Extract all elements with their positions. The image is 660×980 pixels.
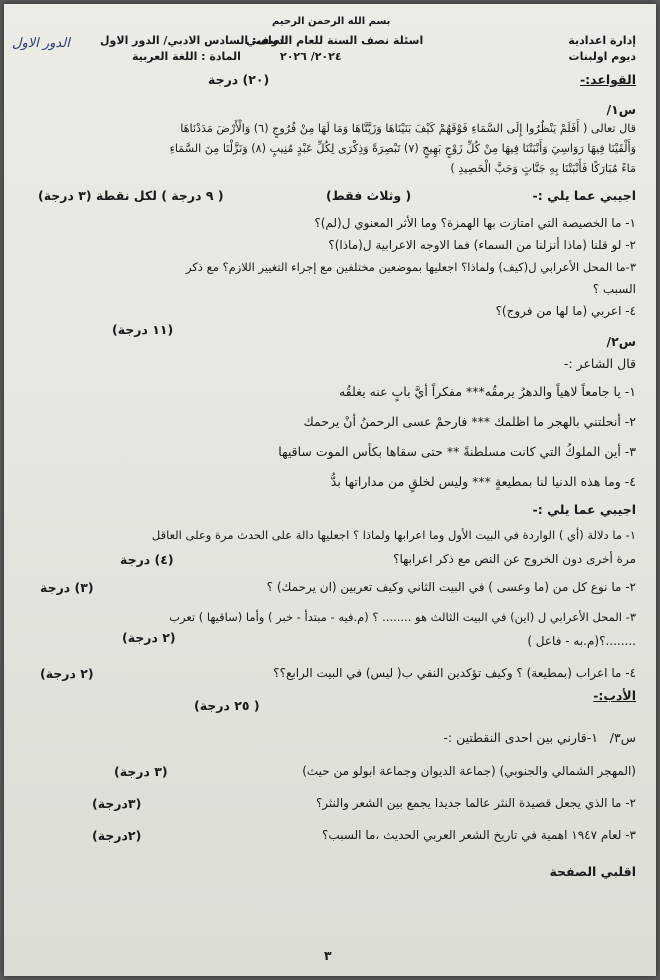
section-grammar-title: القواعد:- (579, 72, 636, 87)
q1-item-1: ١- ما الخصيصة التي امتازت بها الهمزة؟ وما الأثر المعنوي ل(لم)؟ (314, 216, 636, 230)
q3-item-3: ٣- لعام ١٩٤٧ اهمية في تاريخ الشعر العربي الحديث ،ما السبب؟ (322, 828, 636, 842)
handwritten-note: الدور الاول (12, 36, 70, 51)
q2-item-3: ٣- المحل الأعرابي ل (اين) في البيت الثالث هو ........ ؟ (م.فيه - مبتدأ - خبر ) وأما (ساقيها ) تعرب (169, 610, 636, 624)
q2-label: س٢/ (606, 334, 636, 349)
q2-item-1-cont: مرة أخرى دون الخروج عن النص مع ذكر اعرابها؟ (393, 552, 636, 566)
q1-item-4: ٤- اعربي (ما لها من فروج)؟ (495, 304, 636, 318)
section-grammar-total: (٢٠) درجة (208, 72, 270, 87)
q2-item-4: ٤- ما اعراب (بمطيعة) ؟ وكيف تؤكدين النفي ب( ليس) في البيت الرابع؟؟ (273, 666, 636, 680)
q2-verse-3: ٣- أين الملوكُ التي كانت مسلطنةً ** حتى سقاها بكأس الموت ساقيها (278, 444, 636, 459)
q1-item-3: ٣-ما المحل الأعرابي ل(كيف) ولماذا؟ اجعليها بموضعين مختلفين مع إجراء التغيير اللازم؟ مع ذكر (185, 260, 636, 274)
q3-item-2: ٢- ما الذي يجعل قصيدة النثر عالما جديدا يجمع بين الشعر والنثر؟ (315, 796, 636, 810)
q2-verse-1: ١- يا جامعاً لاهياً والدهرُ يرمقُه*** مفكراً أيَّ بابٍ عنه يغلقُه (338, 384, 636, 399)
basmala: بسم الله الرحمن الرحيم (272, 16, 391, 27)
q3-item-1: (المهجر الشمالي والجنوبي) (جماعة الديوان وجماعة ابولو من حيث) (302, 764, 636, 778)
turn-page-note: اقلبي الصفحة (549, 864, 636, 879)
q2-item-1: ١- ما دلالة (أي ) الواردة في البيت الأول وما اعرابها ولماذا ؟ اجعليها دالة على الحدث مرة وعلى العاقل (151, 528, 636, 542)
section-literature-total: ( ٢٥ درجة) (194, 698, 260, 713)
section-literature-title: الأدب:- (593, 688, 636, 703)
q3-item-2-marks: (٣درجة) (92, 796, 142, 811)
q1-marks: ( ٩ درجة ) لكل نقطة (٣ درجة) (38, 188, 224, 203)
exam-title: اسئلة نصف السنة للعام الدراسي (246, 34, 424, 47)
q2-item-3-cont: ........؟(م.به - فاعل ) (527, 634, 636, 648)
q2-verse-4: ٤- وما هذه الدنيا لنا بمطيعةٍ *** وليس لخلقٍ من مداراتها بدُّ (330, 474, 636, 489)
q2-item-4-marks: (٢ درجة) (40, 666, 94, 681)
q1-intro-line1: قال تعالى ( أَفَلَمْ يَنْظُرُوا إِلَى السَّمَاءِ فَوْقَهُمْ كَيْفَ بَنَيْنَاهَا وَزَيَّنَّاهَا وَمَا لَهَا مِنْ فُرُوجٍ (٦) وَالْأَرْضَ مَدَدْنَاهَا (180, 122, 636, 135)
q2-item-3-marks: (٢ درجة) (122, 630, 176, 645)
q1-label: س١/ (606, 102, 636, 117)
subject-label: المادة : اللغة العربية (132, 50, 241, 63)
q3-compare: ١-قارني بين احدى النقطتين :- (443, 730, 598, 745)
page-number: ٣ (324, 948, 332, 963)
q2-marks: (١١ درجة) (112, 322, 174, 337)
q2-item-2: ٢- ما نوع كل من (ما وعسى ) في البيت الثاني وكيف تعربين (ان يرحمك) ؟ (266, 580, 636, 594)
q3-label: س٣/ (609, 730, 636, 745)
q1-item-2: ٢- لو قلنا (ماذا أنزلنا من السماء) فما الاوجه الاعرابية ل(ماذا)؟ (328, 238, 636, 252)
q2-item-1-marks: (٤) درجة (120, 552, 174, 567)
q3-item-1-marks: (٣ درجة) (114, 764, 168, 779)
q1-instruction: اجيبي عما يلي :- (532, 188, 636, 203)
school-name: ديوم اولبنات (568, 50, 636, 63)
q1-only-three: ( وثلاث فقط) (326, 188, 412, 203)
grade-label: الصف: السادس الادبي/ الدور الاول (100, 34, 289, 47)
q2-instruction: اجيبي عما يلي :- (532, 502, 636, 517)
q1-intro-line2: وَأَلْقَيْنَا فِيهَا رَوَاسِيَ وَأَنْبَتْنَا فِيهَا مِنْ كُلِّ زَوْجٍ بَهِيجٍ (٧) تَبْصِرَةً وَذِكْرَى لِكُلِّ عَبْدٍ مُنِيبٍ (٨) وَنَزَّلْنَا مِنَ السَّمَاءِ (169, 142, 636, 155)
q2-verse-2: ٢- أنحلتني بالهجر ما اظلمك *** فارحمْ عسى الرحمنُ أنْ يرحمك (303, 414, 636, 429)
q3-item-3-marks: (٢درجة) (92, 828, 142, 843)
school-admin: إدارة اعدادية (568, 34, 636, 47)
exam-year: ٢٠٢٤/ ٢٠٢٦ (280, 50, 342, 63)
q2-poet: قال الشاعر :- (563, 356, 636, 371)
q1-intro-line3: مَاءً مُبَارَكًا فَأَنْبَتْنَا بِهِ جَنَّاتٍ وَحَبَّ الْحَصِيدِ ) (450, 162, 636, 175)
exam-paper (4, 4, 656, 976)
q2-item-2-marks: (٣) درجة (40, 580, 94, 595)
q1-item-3-cont: السبب ؟ (592, 282, 636, 296)
